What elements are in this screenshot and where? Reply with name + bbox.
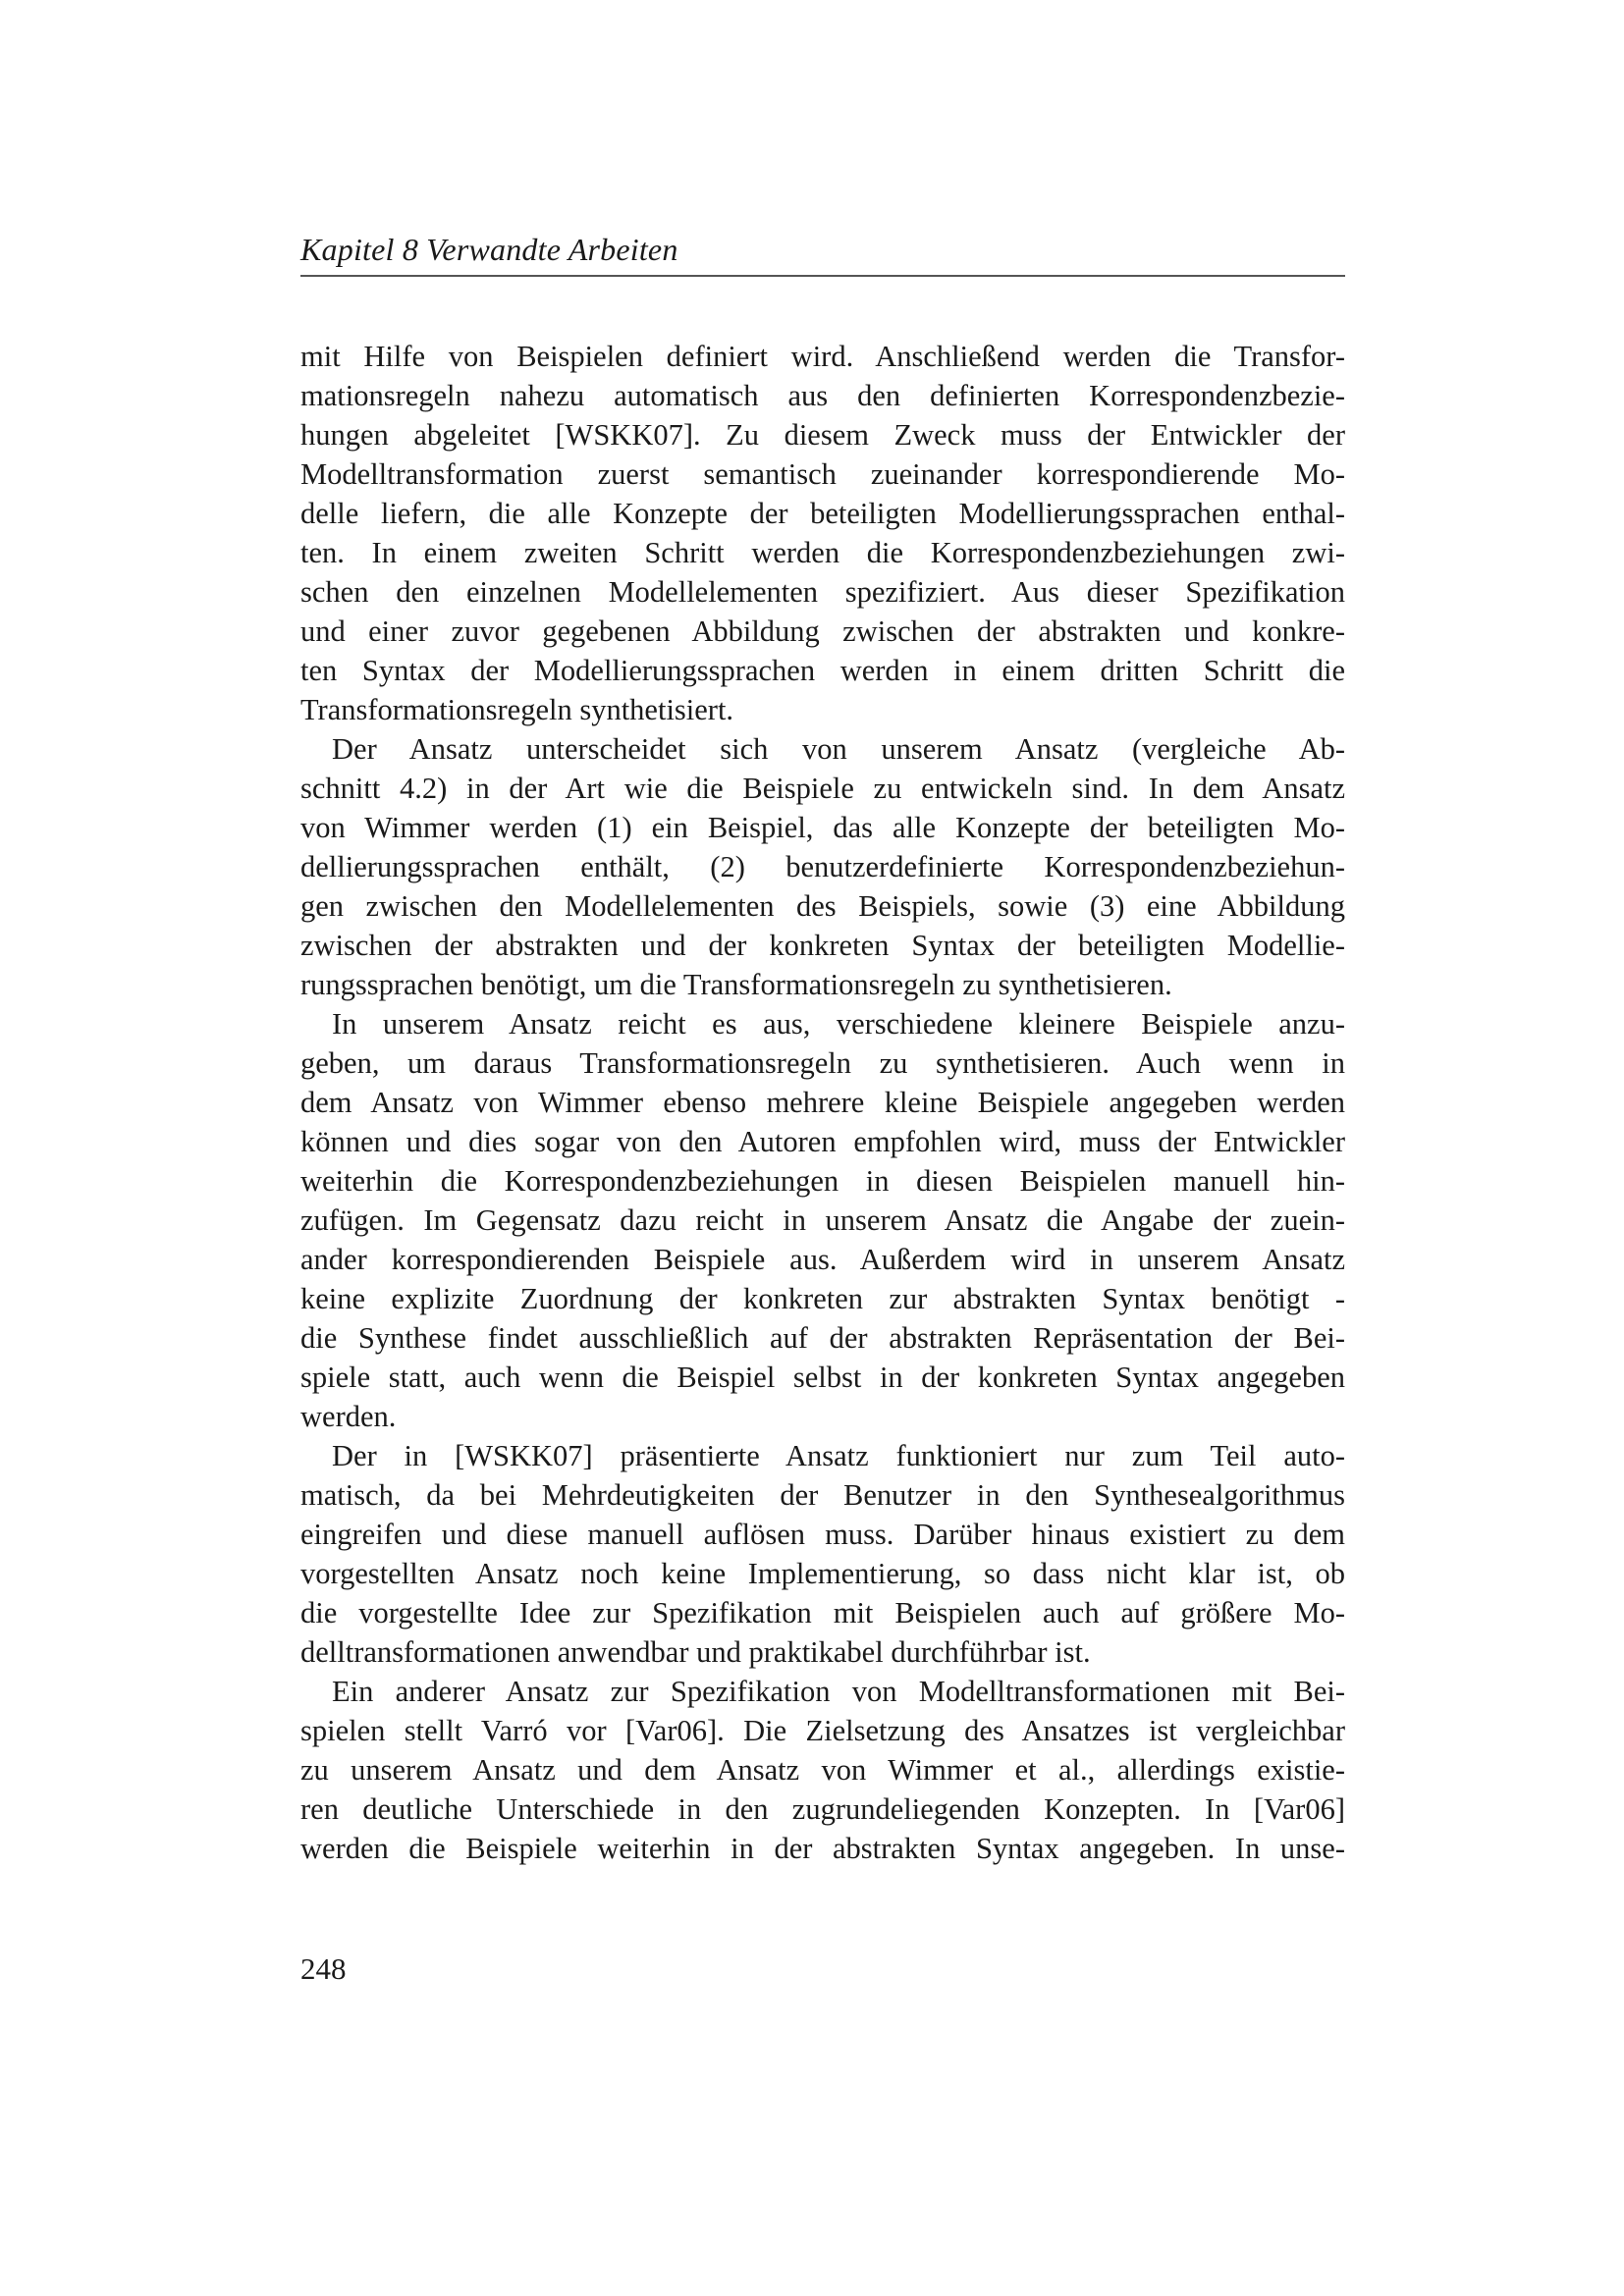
running-header-title: Kapitel 8 Verwandte Arbeiten bbox=[300, 232, 678, 267]
text-line: keine explizite Zuordnung der konkreten zur abstrakten Syntax benötigt - bbox=[300, 1282, 1345, 1315]
text-line: schen den einzelnen Modellelementen spezifiziert. Aus dieser Spezifikation bbox=[300, 575, 1345, 609]
text-line: Der in [WSKK07] präsentierte Ansatz funktioniert nur zum Teil auto- bbox=[332, 1439, 1345, 1472]
body-text bbox=[300, 337, 1345, 1868]
text-line: Modelltransformation zuerst semantisch zueinander korrespondierende Mo- bbox=[300, 457, 1345, 491]
text-line: hungen abgeleitet [WSKK07]. Zu diesem Zweck muss der Entwickler der bbox=[300, 418, 1345, 452]
header-rule bbox=[300, 275, 1345, 277]
text-line: delltransformationen anwendbar und praktikabel durchführbar ist. bbox=[300, 1635, 1091, 1669]
text-line: delle liefern, die alle Konzepte der beteiligten Modellierungssprachen enthal- bbox=[300, 497, 1345, 530]
paragraph bbox=[300, 1004, 1345, 1436]
text-line: spielen stellt Varró vor [Var06]. Die Zielsetzung des Ansatzes ist vergleichbar bbox=[300, 1714, 1345, 1747]
text-line: dem Ansatz von Wimmer ebenso mehrere kleine Beispiele angegeben werden bbox=[300, 1086, 1345, 1119]
text-line: mationsregeln nahezu automatisch aus den definierten Korrespondenzbezie- bbox=[300, 379, 1345, 412]
text-line: die Synthese findet ausschließlich auf der abstrakten Repräsentation der Bei- bbox=[300, 1321, 1345, 1355]
text-line: Der Ansatz unterscheidet sich von unserem Ansatz (vergleiche Ab- bbox=[332, 732, 1345, 766]
text-line: gen zwischen den Modellelementen des Beispiels, sowie (3) eine Abbildung bbox=[300, 889, 1345, 923]
text-line: geben, um daraus Transformationsregeln zu synthetisieren. Auch wenn in bbox=[300, 1046, 1345, 1080]
text-line: zu unserem Ansatz und dem Ansatz von Wimmer et al., allerdings existie- bbox=[300, 1753, 1345, 1787]
text-line: mit Hilfe von Beispielen definiert wird. Anschließend werden die Transfor- bbox=[300, 340, 1345, 373]
text-line: dellierungssprachen enthält, (2) benutzerdefinierte Korrespondenzbeziehun- bbox=[300, 850, 1345, 883]
paragraph bbox=[300, 337, 1345, 729]
text-line: werden. bbox=[300, 1400, 397, 1433]
text-line: Transformationsregeln synthetisiert. bbox=[300, 693, 734, 726]
text-line: schnitt 4.2) in der Art wie die Beispiele zu entwickeln sind. In dem Ansatz bbox=[300, 772, 1345, 805]
text-line: vorgestellten Ansatz noch keine Implementierung, so dass nicht klar ist, ob bbox=[300, 1557, 1345, 1590]
text-line: die vorgestellte Idee zur Spezifikation mit Beispielen auch auf größere Mo- bbox=[300, 1596, 1345, 1629]
text-line: matisch, da bei Mehrdeutigkeiten der Benutzer in den Synthesealgorithmus bbox=[300, 1478, 1345, 1512]
text-line: rungssprachen benötigt, um die Transformationsregeln zu synthetisieren. bbox=[300, 968, 1172, 1001]
text-line: ten. In einem zweiten Schritt werden die Korrespondenzbeziehungen zwi- bbox=[300, 536, 1345, 569]
text-line: Ein anderer Ansatz zur Spezifikation von Modelltransformationen mit Bei- bbox=[332, 1675, 1345, 1708]
text-line: In unserem Ansatz reicht es aus, verschiedene kleinere Beispiele anzu- bbox=[332, 1007, 1345, 1041]
paragraph bbox=[300, 1436, 1345, 1672]
text-line: spiele statt, auch wenn die Beispiel selbst in der konkreten Syntax angegeben bbox=[300, 1361, 1345, 1394]
text-line: ren deutliche Unterschiede in den zugrundeliegenden Konzepten. In [Var06] bbox=[300, 1792, 1345, 1826]
text-line: zufügen. Im Gegensatz dazu reicht in unserem Ansatz die Angabe der zuein- bbox=[300, 1203, 1345, 1237]
text-line: weiterhin die Korrespondenzbeziehungen in diesen Beispielen manuell hin- bbox=[300, 1164, 1345, 1198]
text-line: ander korrespondierenden Beispiele aus. Außerdem wird in unserem Ansatz bbox=[300, 1243, 1345, 1276]
text-line: können und dies sogar von den Autoren empfohlen wird, muss der Entwickler bbox=[300, 1125, 1345, 1158]
text-line: und einer zuvor gegebenen Abbildung zwischen der abstrakten und konkre- bbox=[300, 614, 1345, 648]
paragraph bbox=[300, 1672, 1345, 1868]
text-line: ten Syntax der Modellierungssprachen werden in einem dritten Schritt die bbox=[300, 654, 1345, 687]
text-line: eingreifen und diese manuell auflösen muss. Darüber hinaus existiert zu dem bbox=[300, 1518, 1345, 1551]
text-line: zwischen der abstrakten und der konkreten Syntax der beteiligten Modellie- bbox=[300, 929, 1345, 962]
text-line: werden die Beispiele weiterhin in der abstrakten Syntax angegeben. In unse- bbox=[300, 1832, 1345, 1865]
text-line: von Wimmer werden (1) ein Beispiel, das alle Konzepte der beteiligten Mo- bbox=[300, 811, 1345, 844]
page-number: 248 bbox=[300, 1951, 347, 1986]
paragraph bbox=[300, 729, 1345, 1004]
